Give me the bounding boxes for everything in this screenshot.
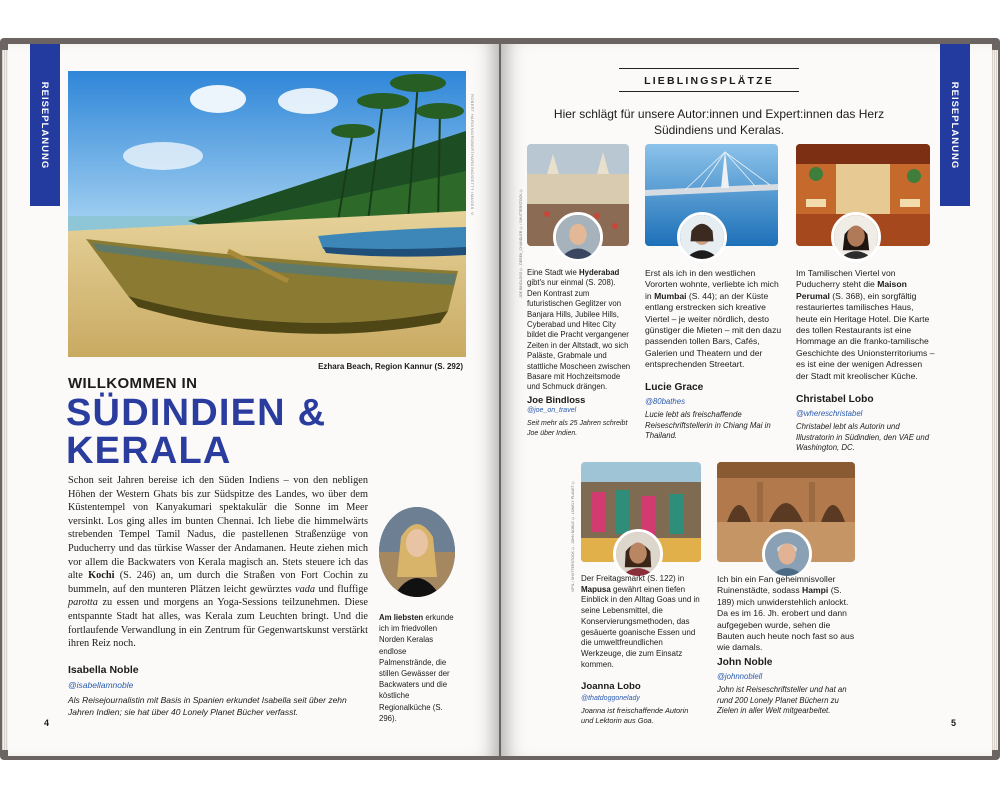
blurb-text: Erst als ich in den westlichen Vororten wohnte, verliebte ich mich in [645,268,779,301]
blurb-text: Eine Stadt wie [527,268,580,277]
blurb-mapusa [581,574,701,670]
contributor-name: Joe Bindloss [527,394,586,405]
contributor-handle[interactable]: @80bathes [645,397,685,406]
side-note-lead: Am liebsten [379,613,424,622]
section-tab-label: REISEPLANUNG [949,81,961,169]
blurb-text: Der Freitagsmarkt (S. 122) in [581,574,685,583]
blurb-text: (S. 368), ein sorgfältig restauriertes tamilisches Haus, heute ein Heritage Hotel. Die Karte des tollen Restaurants ist eine Hommage an die franko-tamilische Geschichte des Unionsterritoriums – es ist eine der wenigen Adressen der Stadt mit kreolischer Küche. [796,290,935,381]
contributor-bio: Lucie lebt als freischaffende Reiseschriftstellerin in Chiang Mai in Thailand. [645,410,771,440]
body-part: (S. 246) an, um durch die Straßen von Fort Cochin zu bummeln, auf den munteren Plätzen leicht gewürztes [68,570,368,595]
section-title: LIEBLINGSPLÄTZE [619,68,799,92]
blurb-hampi [717,574,857,654]
body-part: und fluffige [315,583,368,595]
photo-credit-bottom: VIPIL / SHUTTERSTOCK ©, JOHN NOBLE ©, LONELY PLANET © [571,480,575,592]
avatar-lucie-grace [677,212,727,262]
blurb-text: gewährt einen tiefen Einblick in den Alltag Goas und in seine Lebensmittel, die Konservierungsmethoden, das gesäuerte goanische Essen und die umweltfreundlichen Werkzeuge, die zum Einsatz kommen. [581,584,700,669]
blurb-hyderabad [527,268,631,393]
section-tab-label: REISEPLANUNG [39,81,51,169]
body-term-vada: vada [295,583,316,595]
side-note [379,612,461,724]
section-intro: Hier schlägt für unsere Autor:innen und Expert:innen das Herz Südindiens und Keralas. [553,107,885,137]
blurb-text: (S. 44); an der Küste entlang erstrecken sich kreative Viertel – je weiter nördlich, desto günstiger die Mieten – mit den dazu passenden tollen Bars, Cafés, Galerien und Theatern und der entsprechenden Streetart. [645,290,782,370]
page-headline [66,394,326,470]
contributor-name: Joanna Lobo [581,681,641,692]
contributor-handle[interactable]: @joe_on_travel [527,407,577,414]
left-page [8,44,499,756]
blurb-mumbai [645,268,785,371]
blurb-text: Im Tamilischen Viertel von Puducherry steht die [796,268,896,290]
author-portrait [379,507,455,597]
contributor-bio: Christabel lebt als Autorin und Illustratorin in Südindien, den VAE und Washington, DC. [796,422,930,452]
avatar-joe-bindloss [553,212,603,262]
avatar-joanna-lobo [613,529,663,579]
page-number-left: 4 [44,718,50,728]
author-bio: Als Reisejournalistin mit Basis in Spanien erkundet Isabella seit über zehn Jahren Indien; sie hat über 40 Lonely Planet Bücher verfasst. [68,695,347,717]
contributor-handle[interactable]: @whereschristabel [796,409,863,418]
photo-credit-top: JOE BINDLOSS ©, DEREK_CHANDLER © / SHUTTERSTOCK © [519,188,523,298]
hero-photo-beach [68,71,466,357]
right-page [501,44,992,756]
body-highlight-kochi: Kochi [88,570,115,582]
contributor-name: Lucie Grace [645,382,704,393]
photo-credit: ROBERT HARDING/ROBERTHARDING/GETTY IMAGES © [470,94,475,217]
avatar-christabel-lobo [831,212,881,262]
blurb-text: (S. 189) mich unwiderstehlich anlockt. Da es im 16. Jh. erobert und dann aufgegeben wurde, sehen die Bauten auch heute noch fast so aus wie damals. [717,585,855,653]
place-name: Mumbai [654,290,687,301]
avatar-john-noble [762,529,812,579]
contributor-name: John Noble [717,657,773,668]
author-handle[interactable]: @isabellamnoble [68,680,134,690]
contributor-bio: Seit mehr als 25 Jahren schreibt Joe über Indien. [527,420,628,437]
section-tab-right[interactable] [940,44,970,206]
welcome-kicker: WILLKOMMEN IN [68,375,198,392]
contributor-handle[interactable]: @thatdoggonelady [581,695,640,702]
author-name: Isabella Noble [68,664,139,676]
place-name: Maison Perumal [796,279,907,301]
body-part: zu essen und morgens an Yoga-Sessions teilzunehmen. Diese entspannte Stadt hat alles, was Kerala zum Leuchten bringt. Und die fortlaufende Verwandlung in ein Zentrum für Gegenwartskunst verstärkt ihren Reiz noch. [68,597,368,650]
place-name: Hyderabad [579,268,620,277]
contributor-bio: Joanna ist freischaffende Autorin und Lektorin aus Goa. [581,706,689,725]
page-edges-right [992,50,998,750]
blurb-text: gibt's nur einmal (S. 208). Den Kontrast zum futuristischen Geglitzer von Banjara Hills, Jubilee Hills, Cyberabad und Hitec City bildet die Pracht vergangener Zeiten in der Altstadt, wo sich Paläste, Grabmale und stattliche Moscheen zwischen Basare mit Hochzeitsmode und Schmuck drängen. [527,278,631,392]
intro-body-text [68,474,368,651]
headline-line-2: KERALA [66,430,232,472]
blurb-text: Ich bin ein Fan geheimnisvoller Ruinenstädte, sodass [717,574,836,596]
section-tab-left[interactable] [30,44,60,206]
place-name: Mapusa [581,584,611,594]
body-term-parotta: parotta [68,597,98,609]
contributor-bio: John ist Reiseschriftsteller und hat an rund 200 Lonely Planet Büchern zu Zielen in aller Welt mitgearbeitet. [717,685,847,715]
headline-line-1: SÜDINDIEN & [66,392,327,434]
hero-caption: Ezhara Beach, Region Kannur (S. 292) [318,362,463,371]
contributor-handle[interactable]: @johnnoblell [717,672,763,681]
blurb-puducherry [796,268,936,382]
page-number-right: 5 [950,718,956,728]
contributor-name: Christabel Lobo [796,394,874,405]
side-note-text: erkunde ich im friedvollen Norden Keralas endlose Palmenstrände, die stillen Gewässer der Backwaters und die köstliche Regionalküche (S. 296). [379,613,454,723]
place-name: Hampi [802,585,829,596]
body-part: Schon seit Jahren bereise ich den Süden Indiens – von den nebligen Höhen der Western Ghats bis zur Südspitze des Landes, wo über dem Küstentempel von Kanyakumari spektakulär die Sonne im Meer versinkt. Los ging alles im bunten Chennai. Ich liebe die himmelwärts strebenden Tempel Tamil Nadus, die pastellenen Straßenzüge von Puducherry und das türkise Wasser der Andamanen. Heute ziehen mich vor allem die Backwaters von Kerala magisch an. Stets steuere ich das alte [68,475,368,582]
